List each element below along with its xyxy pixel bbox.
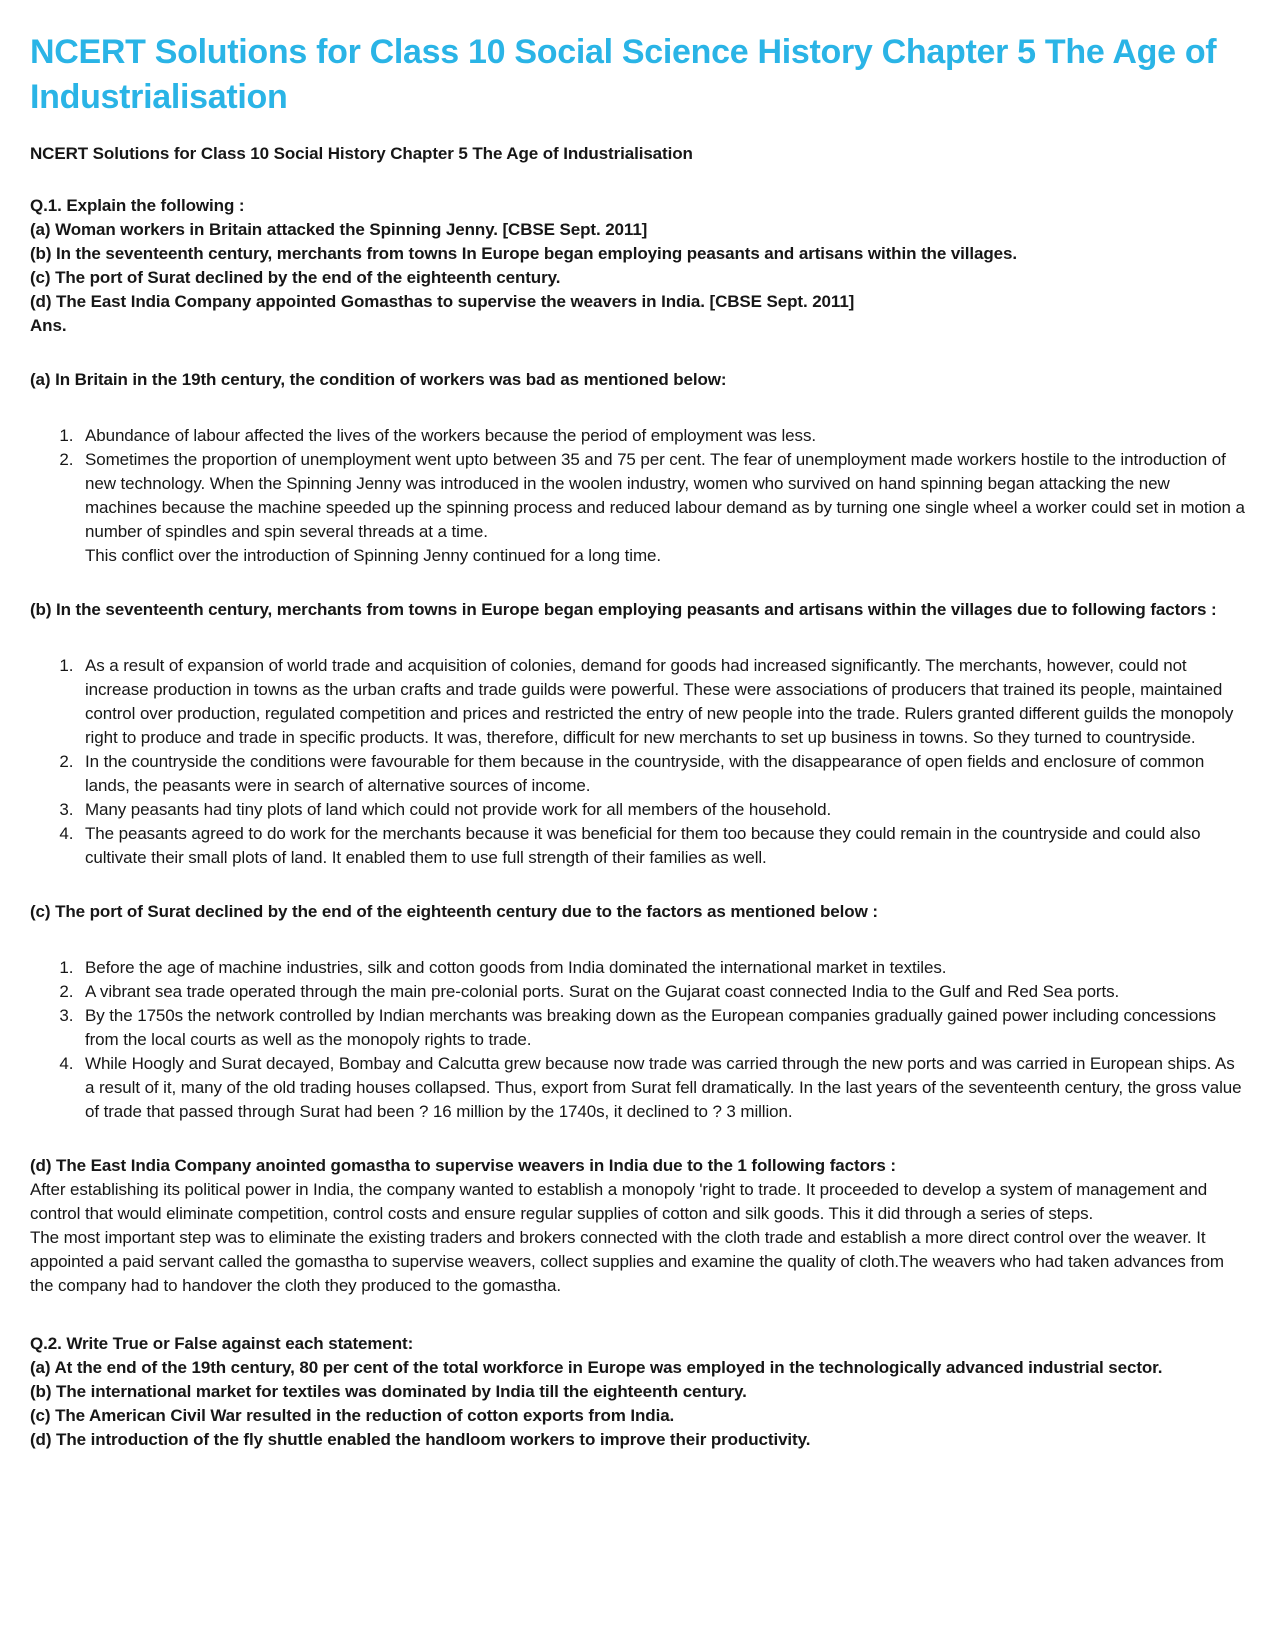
list-item-text: 1. Abundance of labour affected the lives of the workers because the period of employment was less.: [85, 426, 816, 446]
list-item-text: 2. In the countryside the conditions were favourable for them because in the countryside, with the disappearance of open fields and enclosure of common lands, the peasants were in search of alternative sources of income.: [85, 752, 1205, 796]
q1-part-c: (c) The port of Surat declined by the end of the eighteenth century.: [30, 268, 561, 288]
question-2-block: [30, 1332, 1245, 1452]
question-1-block: [30, 194, 1245, 338]
q2-heading: Q.2. Write True or False against each statement:: [30, 1334, 414, 1354]
q1-part-a: (a) Woman workers in Britain attacked the Spinning Jenny. [CBSE Sept. 2011]: [30, 220, 648, 240]
q2-part-d: (d) The introduction of the fly shuttle enabled the handloom workers to improve their productivity.: [30, 1430, 811, 1450]
q1-part-b: (b) In the seventeenth century, merchants from towns In Europe began employing peasants and artisans within the villages.: [30, 244, 1018, 264]
answer-a-section: [30, 368, 1245, 568]
list-item: [78, 1052, 1245, 1124]
list-item-note: This conflict over the introduction of Spinning Jenny continued for a long time.: [85, 546, 662, 566]
answer-d-section: [30, 1154, 1245, 1298]
list-item: [78, 424, 1245, 448]
list-item: [78, 956, 1245, 980]
q2-part-c: (c) The American Civil War resulted in the reduction of cotton exports from India.: [30, 1406, 675, 1426]
list-item: [78, 448, 1245, 568]
q2-part-a: (a) At the end of the 19th century, 80 per cent of the total workforce in Europe was employed in the technologically advanced industrial sector.: [30, 1358, 1163, 1378]
answer-b-list: [30, 654, 1245, 870]
answer-c-section: [30, 900, 1245, 1124]
list-item: [78, 1004, 1245, 1052]
list-item-text: 2. Sometimes the proportion of unemployment went upto between 35 and 75 per cent. The fear of unemployment made workers hostile to the introduction of new technology. When the Spinning Jenny was introduced in the woolen industry, women who survived on hand spinning began attacking the new machines because the machine speeded up the spinning process and reduced labour demand as by turning one single wheel a worker could set in motion a number of spindles and spin several threads at a time.: [85, 450, 1245, 542]
answer-d-paragraph: After establishing its political power in India, the company wanted to establish a monopoly 'right to trade. It proceeded to develop a system of management and control that would eliminate competition, control costs and ensure regular supplies of cotton and silk goods. This it did through a series of steps.: [30, 1180, 1208, 1224]
answer-b-section: [30, 598, 1245, 870]
q1-heading: Q.1. Explain the following :: [30, 196, 245, 216]
list-item-text: 4. The peasants agreed to do work for the merchants because it was beneficial for them too because they could remain in the countryside and could also cultivate their small plots of land. It enabled them to use full strength of their families as well.: [85, 824, 1201, 868]
answer-d-paragraph: The most important step was to eliminate the existing traders and brokers connected with the cloth trade and establish a more direct control over the weaver. It appointed a paid servant called the gomastha to supervise weavers, collect supplies and examine the quality of cloth.The weavers who had taken advances from the company had to handover the cloth they produced to the gomastha.: [30, 1228, 1224, 1296]
answer-a-list: [30, 424, 1245, 568]
list-item-text: 1. Before the age of machine industries, silk and cotton goods from India dominated the international market in textiles.: [85, 958, 947, 978]
answer-c-heading: (c) The port of Surat declined by the end of the eighteenth century due to the factors as mentioned below :: [30, 902, 878, 922]
q1-part-d: (d) The East India Company appointed Gomasthas to supervise the weavers in India. [CBSE Sept. 2011]: [30, 292, 855, 312]
list-item: [78, 654, 1245, 750]
list-item-text: 3. By the 1750s the network controlled by Indian merchants was breaking down as the European companies gradually gained power including concessions from the local courts as well as the monopoly rights to trade.: [85, 1006, 1216, 1050]
list-item: [78, 798, 1245, 822]
list-item-text: 2. A vibrant sea trade operated through the main pre-colonial ports. Surat on the Gujarat coast connected India to the Gulf and Red Sea ports.: [85, 982, 1120, 1002]
page-title: NCERT Solutions for Class 10 Social Science History Chapter 5 The Age of Industrialisation: [30, 33, 1217, 117]
answer-d-heading: (d) The East India Company anointed gomastha to supervise weavers in India due to the 1 following factors :: [30, 1156, 896, 1176]
list-item-text: 3. Many peasants had tiny plots of land which could not provide work for all members of the household.: [85, 800, 832, 820]
list-item-text: 4. While Hoogly and Surat decayed, Bombay and Calcutta grew because now trade was carried through the new ports and was carried in European ships. As a result of it, many of the old trading houses collapsed. Thus, export from Surat fell dramatically. In the last years of the seventeenth century, the gross value of trade that passed through Surat had been ? 16 million by the 1740s, it declined to ? 3 million.: [85, 1054, 1242, 1122]
list-item: [78, 980, 1245, 1004]
list-item: [78, 750, 1245, 798]
list-item: [78, 822, 1245, 870]
list-item-text: 1. As a result of expansion of world trade and acquisition of colonies, demand for goods had increased significantly. The merchants, however, could not increase production in towns as the urban crafts and trade guilds were powerful. These were associations of producers that trained its people, maintained control over production, regulated competition and prices and restricted the entry of new people into the trade. Rulers granted different guilds the monopoly right to produce and trade in specific products. It was, therefore, difficult for new merchants to set up business in towns. So they turned to countryside.: [85, 656, 1234, 748]
answer-b-heading: (b) In the seventeenth century, merchants from towns in Europe began employing peasants and artisans within the villages due to following factors :: [30, 600, 1217, 620]
subtitle: NCERT Solutions for Class 10 Social History Chapter 5 The Age of Industrialisation: [30, 144, 693, 164]
answer-c-list: [30, 956, 1245, 1124]
answer-a-heading: (a) In Britain in the 19th century, the condition of workers was bad as mentioned below:: [30, 370, 727, 390]
q2-part-b: (b) The international market for textiles was dominated by India till the eighteenth century.: [30, 1382, 747, 1402]
q1-ans-label: Ans.: [30, 316, 67, 336]
